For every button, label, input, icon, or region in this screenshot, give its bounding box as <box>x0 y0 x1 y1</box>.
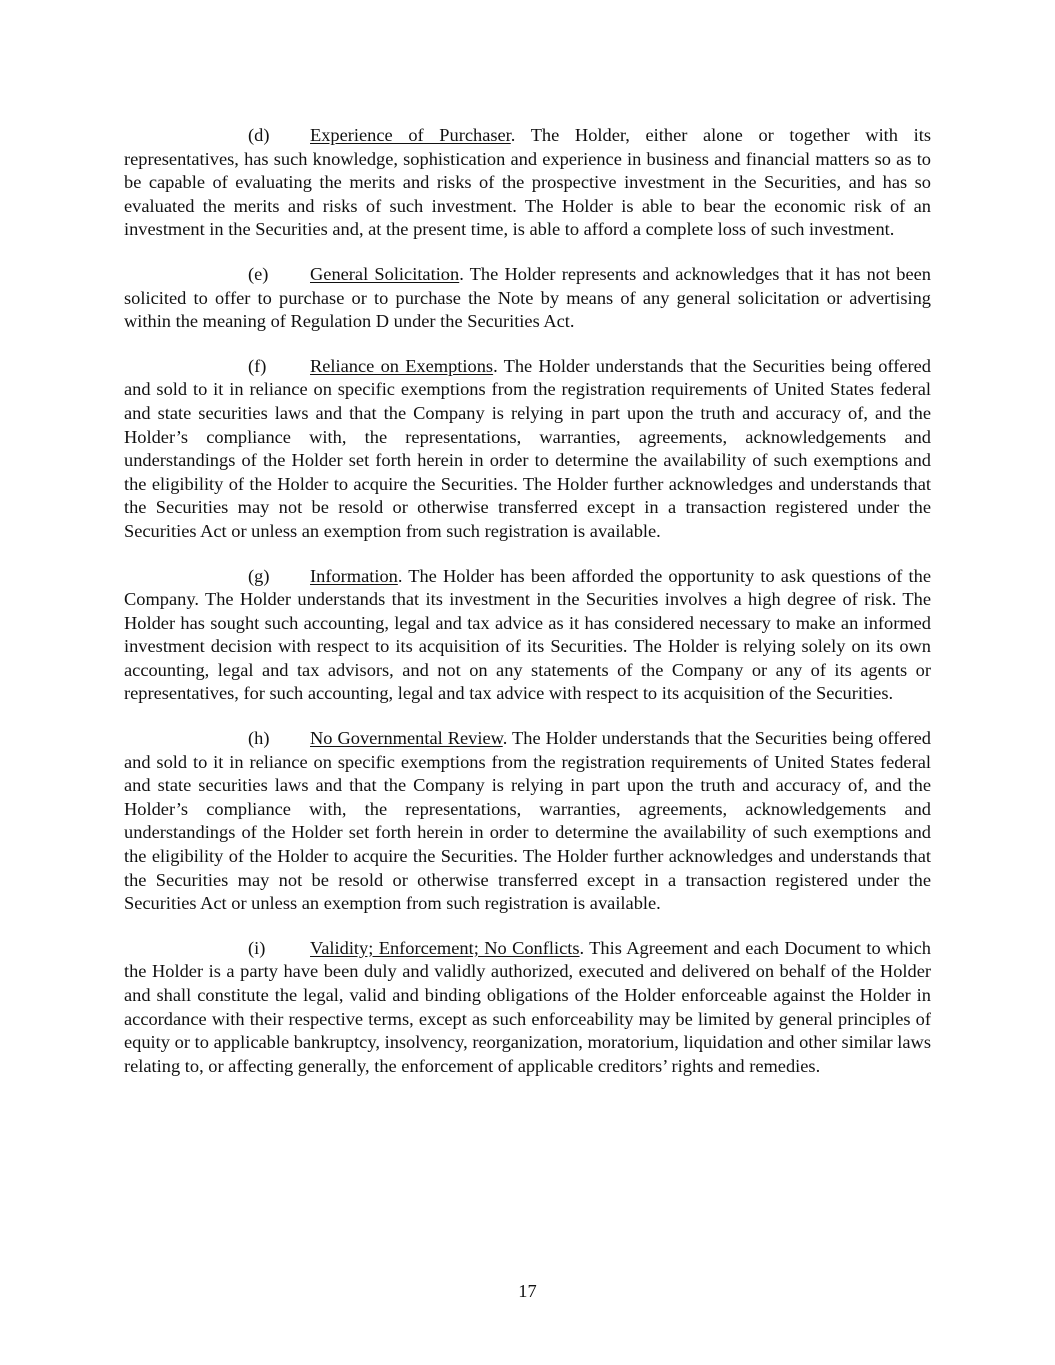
paragraph-text: . This Agreement and each Document to which the Holder is a party have been duly and validly authorized, executed and delivered on behalf of the Holder and shall constitute the legal, valid and binding obligations of the Holder enforceable against the Holder in accordance with their respective terms, except as such enforceability may be limited by general principles of equity or to applicable bankruptcy, insolvency, reorganization, moratorium, liquidation and other similar laws relating to, or affecting generally, the enforcement of applicable creditors’ rights and remedies. <box>124 937 932 1076</box>
paragraph-text: . The Holder understands that the Securities being offered and sold to it in reliance on specific exemptions from the registration requirements of United States federal and state securities laws and that the Company is relying in part upon the truth and accuracy of, and the Holder’s compliance with, the representations, warranties, agreements, acknowledgements and understandings of the Holder set forth herein in order to determine the availability of such exemptions and the eligibility of the Holder to acquire the Securities. The Holder further acknowledges and understands that the Securities may not be resold or otherwise transferred except in a transaction registered under the Securities Act or unless an exemption from such registration is available. <box>124 355 931 541</box>
paragraph-reliance-on-exemptions <box>124 355 931 544</box>
paragraph-heading: Validity; Enforcement; No Conflicts <box>310 937 580 958</box>
paragraph-text: . The Holder has been afforded the opportunity to ask questions of the Company. The Holder understands that its investment in the Securities involves a high degree of risk. The Holder has sought such accounting, legal and tax advice as it has considered necessary to make an informed investment decision with respect to its acquisition of its Securities. The Holder is relying solely on its own accounting, legal and tax advisors, and not on any statements of the Company or any of its agents or representatives, for such accounting, legal and tax advice with respect to its acquisition of the Securities. <box>124 565 931 704</box>
paragraph-no-governmental-review <box>124 727 931 916</box>
paragraph-information <box>124 565 931 707</box>
paragraph-heading: Reliance on Exemptions <box>310 355 494 376</box>
document-body <box>124 124 931 1099</box>
paragraph-experience-of-purchaser <box>124 124 931 242</box>
paragraph-label: (d) <box>248 125 270 145</box>
page-number: 17 <box>518 1281 537 1301</box>
paragraph-heading: Information <box>310 565 398 586</box>
paragraph-label: (i) <box>248 937 266 958</box>
paragraph-validity-enforcement <box>124 937 931 1079</box>
paragraph-text: . The Holder understands that the Securities being offered and sold to it in reliance on specific exemptions from the registration requirements of United States federal and state securities laws and that the Company is relying in part upon the truth and accuracy of, and the Holder’s compliance with, the representations, warranties, agreements, acknowledgements and understandings of the Holder set forth herein in order to determine the availability of such exemptions and the eligibility of the Holder to acquire the Securities. The Holder further acknowledges and understands that the Securities may not be resold or otherwise transferred except in a transaction registered under the Securities Act or unless an exemption from such registration is available. <box>124 728 931 914</box>
paragraph-text: . The Holder, either alone or together with its representatives, has such knowledge, sophistication and experience in business and financial matters so as to be capable of evaluating the merits and risks of the prospective investment in the Securities, and has so evaluated the merits and risks of such investment. The Holder is able to bear the economic risk of an investment in the Securities and, at the present time, is able to afford a complete loss of such investment. <box>124 125 931 240</box>
paragraph-general-solicitation <box>124 263 931 334</box>
paragraph-heading: General Solicitation <box>310 263 460 284</box>
paragraph-label: (e) <box>248 263 269 284</box>
paragraph-label: (h) <box>248 728 270 749</box>
paragraph-heading: No Governmental Review <box>310 728 503 749</box>
paragraph-label: (g) <box>248 565 270 586</box>
paragraph-text: . The Holder represents and acknowledges that it has not been solicited to offer to purchase or to purchase the Note by means of any general solicitation or advertising within the meaning of Regulation D under the Securities Act. <box>124 263 931 332</box>
paragraph-label: (f) <box>248 355 267 376</box>
paragraph-heading: Experience of Purchaser <box>310 125 511 145</box>
